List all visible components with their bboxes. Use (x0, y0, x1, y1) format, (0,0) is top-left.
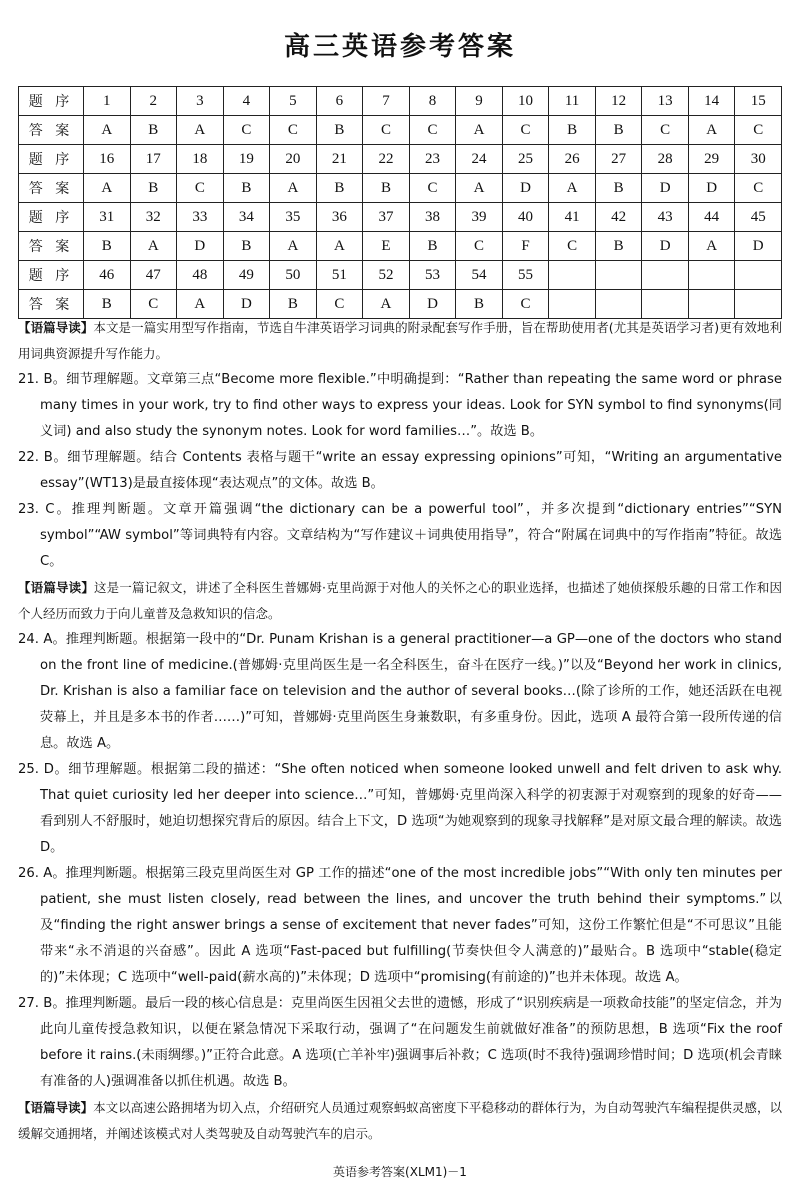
answer-cell: D (642, 174, 689, 203)
explanation-24: 24. A。推理判断题。根据第一段中的“Dr. Punam Krishan is a general practitioner—a GP—one of the doctors who stand on the front line of medicine.(普娜姆·克里尚医生是一名全科医生，奋斗在医疗一线。)”以及“Beyond her work in clinics, Dr. Krishan is also a familiar face on television and the author of several books…(除了诊所的工作，她还活跃在电视荧幕上，并且是多本书的作者……)”可知，普娜姆·克里尚医生身兼数职，有多重身份。因此，选项 A 最符合第一段所传递的信息。故选 A。 (18, 632, 782, 751)
answer-cell: B (316, 116, 363, 145)
question-cell: 27 (595, 145, 642, 174)
question-cell: 22 (363, 145, 410, 174)
answer-cell: C (223, 116, 270, 145)
answer-cell: D (223, 290, 270, 319)
question-cell: 38 (409, 203, 456, 232)
question-cell: 34 (223, 203, 270, 232)
answer-row (19, 174, 782, 203)
answer-cell: A (688, 116, 735, 145)
question-cell: 47 (130, 261, 177, 290)
question-cell: 1 (84, 87, 131, 116)
question-cell: 10 (502, 87, 549, 116)
answer-cell: C (456, 232, 503, 261)
answer-cell: B (270, 290, 317, 319)
explanation-26: 26. A。推理判断题。根据第三段克里尚医生对 GP 工作的描述“one of the most incredible jobs”“With only ten minutes per patient, she must listen closely, read between the lines, and uncover the truth behind their symptoms.”以及“finding the right answer brings a sense of excitement that never fades”可知，这份工作繁忙但是“不可思议”且能带来“永不消退的兴奋感”。因此 A 选项“Fast-paced but fulfilling(节奏快但令人满意的)”最贴合。B 选项中“stable(稳定的)”未体现；C 选项中“well-paid(薪水高的)”未体现；D 选项中“promising(有前途的)”也并未体现。故选 A。 (18, 866, 782, 985)
answer-cell: C (735, 116, 782, 145)
answer-cell: B (84, 232, 131, 261)
explanation-23: 23. C。推理判断题。文章开篇强调“the dictionary can be a powerful tool”，并多次提到“dictionary entries”“SYN symbol”“AW symbol”等词典特有内容。文章结构为“写作建议＋词典使用指导”，符合“附属在词典中的写作指南”特征。故选 C。 (18, 502, 782, 569)
answer-row (19, 232, 782, 261)
guide-text: 本文以高速公路拥堵为切入点，介绍研究人员通过观察蚂蚁高密度下平稳移动的群体行为，为自动驾驶汽车编程提供灵感，以缓解交通拥堵，并阐述该模式对人类驾驶及自动驾驶汽车的启示。 (18, 1100, 782, 1141)
question-row-label: 题 序 (19, 261, 84, 290)
explanation-27: 27. B。推理判断题。最后一段的核心信息是：克里尚医生因祖父去世的遗憾，形成了“识别疾病是一项救命技能”的坚定信念，并为此向儿童传授急救知识，以便在紧急情况下采取行动，强调了“在问题发生前就做好准备”的预防思想，B 选项“Fix the roof before it rains.(未雨绸缪。)”正符合此意。A 选项(亡羊补牢)强调事后补救；C 选项(时不我待)强调珍惜时间；D 选项(机会青睐有准备的人)强调准备以抓住机遇。故选 B。 (18, 996, 782, 1089)
answer-cell: C (270, 116, 317, 145)
answer-table (18, 86, 782, 319)
question-cell: 48 (177, 261, 224, 290)
question-cell: 2 (130, 87, 177, 116)
question-cell: 17 (130, 145, 177, 174)
answer-cell: A (363, 290, 410, 319)
question-cell: 18 (177, 145, 224, 174)
question-cell: 23 (409, 145, 456, 174)
answer-cell: A (270, 174, 317, 203)
question-cell: 3 (177, 87, 224, 116)
answer-cell: B (595, 174, 642, 203)
answer-cell: C (735, 174, 782, 203)
question-cell (595, 261, 642, 290)
guide-tag: 【语篇导读】 (18, 1100, 94, 1115)
guide-text: 这是一篇记叙文，讲述了全科医生普娜姆·克里尚源于对他人的关怀之心的职业选择，也描述了她侦探般乐趣的日常工作和因个人经历而致力于向儿童普及急救知识的信念。 (18, 580, 782, 621)
answer-cell: D (735, 232, 782, 261)
question-cell: 53 (409, 261, 456, 290)
question-row-label: 题 序 (19, 145, 84, 174)
answer-cell: A (270, 232, 317, 261)
explanation-22: 22. B。细节理解题。结合 Contents 表格与题干“write an essay expressing opinions”可知，“Writing an argumentative essay”(WT13)是最直接体现“表达观点”的文体。故选 B。 (18, 450, 782, 491)
answer-cell: A (177, 116, 224, 145)
question-cell: 8 (409, 87, 456, 116)
answer-cell: A (177, 290, 224, 319)
answer-cell: E (363, 232, 410, 261)
question-cell: 55 (502, 261, 549, 290)
answer-cell: C (502, 290, 549, 319)
question-cell: 28 (642, 145, 689, 174)
answer-cell: F (502, 232, 549, 261)
explanation-25: 25. D。细节理解题。根据第二段的描述：“She often noticed when someone looked unwell and felt driven to ask why. That quiet curiosity led her deeper into science…”可知，普娜姆·克里尚深入科学的初衷源于对观察到的现象的好奇——看到别人不舒服时，她迫切想探究背后的原因。结合上下文，D 选项“为她观察到的现象寻找解释”是对原文最合理的解读。故选 D。 (18, 762, 782, 855)
question-cell: 24 (456, 145, 503, 174)
question-cell: 25 (502, 145, 549, 174)
question-cell: 42 (595, 203, 642, 232)
answer-row-label: 答 案 (19, 290, 84, 319)
answer-cell: D (177, 232, 224, 261)
question-cell: 44 (688, 203, 735, 232)
page-footer: 英语参考答案(XLM1)－1 (333, 1165, 467, 1179)
answer-cell: C (549, 232, 596, 261)
answer-cell: D (502, 174, 549, 203)
answer-cell: B (595, 116, 642, 145)
answer-cell: B (363, 174, 410, 203)
question-cell: 11 (549, 87, 596, 116)
question-cell (688, 261, 735, 290)
answer-row-label: 答 案 (19, 174, 84, 203)
answer-cell: C (130, 290, 177, 319)
question-cell (735, 261, 782, 290)
passage-guide-1 (18, 315, 782, 367)
explanation-21: 21. B。细节理解题。文章第三点“Become more flexible.”中明确提到：“Rather than repeating the same word or phrase many times in your work, try to find other ways to express your ideas. Look for SYN symbol to find synonyms(同义词) and also study the synonym notes. Look for word families…”。故选 B。 (18, 372, 782, 439)
question-row (19, 261, 782, 290)
passage-guide-3 (18, 1095, 782, 1147)
question-row-label: 题 序 (19, 87, 84, 116)
answer-cell: D (688, 174, 735, 203)
answer-cell: A (84, 174, 131, 203)
page-title: 高三英语参考答案 (283, 32, 516, 62)
answer-row (19, 116, 782, 145)
answer-cell: B (409, 232, 456, 261)
answer-cell: B (84, 290, 131, 319)
question-cell: 35 (270, 203, 317, 232)
guide-tag: 【语篇导读】 (18, 320, 94, 335)
question-cell: 26 (549, 145, 596, 174)
question-cell: 39 (456, 203, 503, 232)
answer-row-label: 答 案 (19, 232, 84, 261)
question-cell: 36 (316, 203, 363, 232)
question-cell: 16 (84, 145, 131, 174)
question-cell: 40 (502, 203, 549, 232)
question-cell: 14 (688, 87, 735, 116)
question-row (19, 87, 782, 116)
question-cell: 54 (456, 261, 503, 290)
question-cell: 37 (363, 203, 410, 232)
question-cell: 52 (363, 261, 410, 290)
answer-cell: B (130, 174, 177, 203)
answer-cell: C (642, 116, 689, 145)
guide-text: 本文是一篇实用型写作指南，节选自牛津英语学习词典的附录配套写作手册，旨在帮助使用者(尤其是英语学习者)更有效地利用词典资源提升写作能力。 (18, 320, 782, 361)
answer-cell: C (409, 116, 456, 145)
answer-cell: B (595, 232, 642, 261)
answer-cell: C (502, 116, 549, 145)
answer-cell: C (177, 174, 224, 203)
answer-cell: A (456, 116, 503, 145)
answer-cell: C (316, 290, 363, 319)
answer-cell: A (688, 232, 735, 261)
question-cell: 51 (316, 261, 363, 290)
question-cell: 20 (270, 145, 317, 174)
question-row (19, 145, 782, 174)
question-cell: 31 (84, 203, 131, 232)
answer-cell: B (549, 116, 596, 145)
question-cell: 46 (84, 261, 131, 290)
question-cell: 45 (735, 203, 782, 232)
question-cell: 33 (177, 203, 224, 232)
question-cell: 6 (316, 87, 363, 116)
answer-cell: D (409, 290, 456, 319)
explanations (18, 315, 782, 1147)
question-cell: 30 (735, 145, 782, 174)
question-cell: 29 (688, 145, 735, 174)
answer-cell: A (456, 174, 503, 203)
question-cell: 5 (270, 87, 317, 116)
question-cell: 4 (223, 87, 270, 116)
question-cell: 21 (316, 145, 363, 174)
answer-cell: A (84, 116, 131, 145)
answer-cell: A (316, 232, 363, 261)
answer-cell: A (130, 232, 177, 261)
question-cell: 32 (130, 203, 177, 232)
answer-cell: D (642, 232, 689, 261)
answer-cell: A (549, 174, 596, 203)
answer-cell: C (363, 116, 410, 145)
answer-cell: B (130, 116, 177, 145)
question-row-label: 题 序 (19, 203, 84, 232)
answer-row-label: 答 案 (19, 116, 84, 145)
answer-cell: C (409, 174, 456, 203)
question-cell: 12 (595, 87, 642, 116)
question-cell (642, 261, 689, 290)
answer-cell: B (316, 174, 363, 203)
answer-cell: B (456, 290, 503, 319)
question-cell: 19 (223, 145, 270, 174)
question-cell (549, 261, 596, 290)
question-cell: 43 (642, 203, 689, 232)
question-cell: 9 (456, 87, 503, 116)
question-cell: 49 (223, 261, 270, 290)
question-cell: 15 (735, 87, 782, 116)
question-cell: 7 (363, 87, 410, 116)
question-cell: 41 (549, 203, 596, 232)
question-cell: 13 (642, 87, 689, 116)
passage-guide-2 (18, 575, 782, 627)
answer-cell: B (223, 232, 270, 261)
answer-cell: B (223, 174, 270, 203)
question-cell: 50 (270, 261, 317, 290)
question-row (19, 203, 782, 232)
guide-tag: 【语篇导读】 (18, 580, 95, 595)
